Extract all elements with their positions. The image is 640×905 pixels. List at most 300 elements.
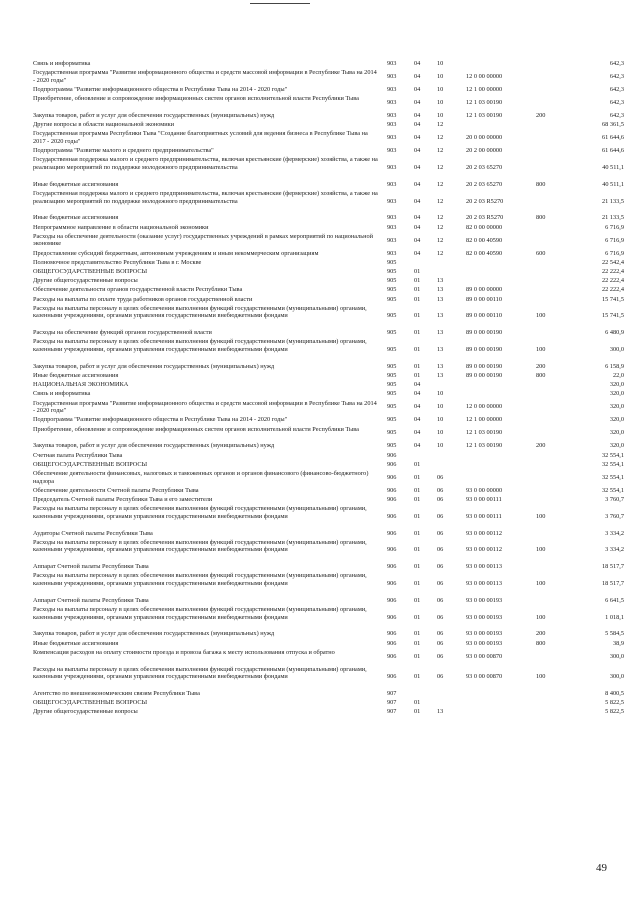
table-row bbox=[0, 60, 640, 68]
row-target-article: 93 0 00 00193 bbox=[466, 639, 503, 647]
row-subsection: 13 bbox=[437, 312, 444, 320]
row-ved: 903 bbox=[387, 112, 397, 119]
row-name: ОБЩЕГОСУДАРСТВЕННЫЕ ВОПРОСЫ bbox=[33, 699, 148, 707]
row-ved: 906 bbox=[387, 451, 397, 459]
row-target-article: 93 0 00 00113 bbox=[466, 579, 502, 587]
row-ved: 905 bbox=[387, 372, 397, 379]
row-amount: 15 741,5 bbox=[601, 312, 624, 320]
row-ved: 906 bbox=[387, 529, 397, 537]
row-section: 04 bbox=[414, 442, 421, 450]
row-section: 04 bbox=[414, 249, 421, 257]
row-subsection: 10 bbox=[437, 86, 444, 93]
row-section: 01 bbox=[414, 345, 421, 353]
row-subsection: 12 bbox=[437, 197, 444, 205]
row-subsection: 10 bbox=[437, 98, 444, 106]
table-row bbox=[0, 329, 640, 337]
row-section: 04 bbox=[414, 60, 421, 67]
row-amount: 32 554,1 bbox=[601, 460, 624, 468]
row-ved: 906 bbox=[387, 496, 397, 503]
row-amount: 300,0 bbox=[609, 673, 624, 681]
row-name: Расходы на обеспечение деятельности (оказание услуг) государственных учреждений в рамках мероприятий по национальной экономике bbox=[33, 232, 373, 248]
row-target-article: 93 0 00 00193 bbox=[466, 630, 503, 638]
row-subsection: 06 bbox=[437, 596, 444, 604]
row-name: Аудиторы Счетной палаты Республики Тыва bbox=[33, 529, 153, 537]
row-subsection: 06 bbox=[437, 579, 444, 587]
row-target-article: 12 1 03 00190 bbox=[466, 98, 503, 106]
row-name: Закупка товаров, работ и услуг для обеспечения государственных (муниципальных) нужд bbox=[33, 362, 275, 370]
row-subsection: 12 bbox=[437, 163, 444, 171]
row-section: 01 bbox=[414, 673, 421, 681]
row-name: Государственная программа Республики Тыва "Создание благоприятных условий для ведения бизнеса в Республике Тыва на 2017 - 2020 годы" bbox=[33, 130, 368, 145]
row-subsection: 13 bbox=[437, 286, 444, 294]
row-amount: 642,3 bbox=[609, 98, 624, 106]
row-amount: 22 222,4 bbox=[601, 268, 624, 275]
row-amount: 300,0 bbox=[609, 345, 624, 353]
row-subsection: 06 bbox=[437, 496, 444, 503]
scan-mark bbox=[250, 3, 310, 4]
row-section: 04 bbox=[414, 381, 421, 389]
row-name: Расходы на обеспечение функций органов государственной власти bbox=[33, 329, 212, 337]
row-amount: 22 542,4 bbox=[601, 258, 624, 266]
row-section: 01 bbox=[414, 268, 421, 275]
row-ved: 907 bbox=[387, 708, 397, 716]
row-subsection: 12 bbox=[437, 134, 444, 142]
row-name: Иные бюджетные ассигнования bbox=[33, 214, 119, 222]
row-section: 01 bbox=[414, 579, 421, 587]
row-expense-type: 800 bbox=[536, 214, 546, 222]
row-subsection: 10 bbox=[437, 416, 444, 424]
row-name: ОБЩЕГОСУДАРСТВЕННЫЕ ВОПРОСЫ bbox=[33, 268, 148, 275]
row-target-article: 20 2 03 65270 bbox=[466, 180, 503, 188]
row-subsection: 12 bbox=[437, 147, 444, 155]
table-row bbox=[0, 305, 640, 328]
row-amount: 6 158,9 bbox=[605, 362, 624, 370]
row-section: 01 bbox=[414, 329, 421, 337]
row-amount: 642,3 bbox=[609, 60, 624, 67]
row-subsection: 13 bbox=[437, 329, 444, 337]
row-amount: 61 644,6 bbox=[601, 134, 624, 142]
row-ved: 906 bbox=[387, 546, 397, 554]
table-row bbox=[0, 268, 640, 276]
row-name: Агентство по внешнеэкономическим связям Республики Тыва bbox=[33, 690, 200, 697]
row-subsection: 10 bbox=[437, 390, 444, 398]
row-subsection: 12 bbox=[437, 214, 444, 222]
row-amount: 320,0 bbox=[609, 442, 624, 450]
row-subsection: 10 bbox=[437, 72, 444, 80]
row-subsection: 13 bbox=[437, 295, 444, 303]
table-row bbox=[0, 505, 640, 528]
row-ved: 905 bbox=[387, 258, 397, 266]
row-ved: 906 bbox=[387, 512, 397, 520]
row-subsection: 06 bbox=[437, 563, 444, 571]
table-row bbox=[0, 640, 640, 648]
row-section: 04 bbox=[414, 403, 421, 411]
page-number: 49 bbox=[596, 862, 607, 874]
row-ved: 906 bbox=[387, 596, 397, 604]
row-subsection: 06 bbox=[437, 473, 444, 481]
row-amount: 38,9 bbox=[612, 639, 624, 647]
row-ved: 906 bbox=[387, 613, 397, 621]
row-section: 04 bbox=[414, 112, 421, 119]
row-amount: 5 584,5 bbox=[605, 630, 624, 638]
row-subsection: 06 bbox=[437, 546, 444, 554]
table-row bbox=[0, 69, 640, 84]
table-row bbox=[0, 338, 640, 361]
table-row bbox=[0, 95, 640, 110]
row-target-article: 93 0 00 00870 bbox=[466, 673, 503, 681]
row-name: Другие вопросы в области национальной экономики bbox=[33, 121, 175, 129]
table-row bbox=[0, 121, 640, 129]
row-ved: 906 bbox=[387, 639, 397, 647]
row-section: 04 bbox=[414, 236, 421, 244]
row-expense-type: 200 bbox=[536, 630, 546, 638]
row-section: 01 bbox=[414, 473, 421, 481]
row-expense-type: 100 bbox=[536, 512, 546, 520]
table-row bbox=[0, 259, 640, 267]
row-ved: 905 bbox=[387, 442, 397, 450]
row-section: 01 bbox=[414, 295, 421, 303]
row-section: 01 bbox=[414, 639, 421, 647]
row-section: 01 bbox=[414, 286, 421, 294]
row-subsection: 12 bbox=[437, 121, 444, 129]
row-subsection: 10 bbox=[437, 442, 444, 450]
row-expense-type: 100 bbox=[536, 613, 546, 621]
row-section: 01 bbox=[414, 546, 421, 554]
table-row bbox=[0, 86, 640, 94]
row-name: Компенсация расходов на оплату стоимости проезда и провоза багажа к месту использования отпуска и обратно bbox=[33, 648, 335, 656]
row-subsection: 13 bbox=[437, 708, 444, 716]
table-row bbox=[0, 539, 640, 562]
row-amount: 320,0 bbox=[609, 390, 624, 398]
table-row bbox=[0, 286, 640, 294]
row-section: 04 bbox=[414, 121, 421, 129]
table-row bbox=[0, 442, 640, 450]
row-ved: 905 bbox=[387, 268, 397, 275]
row-amount: 642,3 bbox=[609, 112, 624, 119]
table-row bbox=[0, 181, 640, 189]
row-section: 01 bbox=[414, 312, 421, 320]
row-amount: 320,0 bbox=[609, 416, 624, 424]
row-amount: 32 554,1 bbox=[601, 473, 624, 481]
row-name: Расходы на выплаты персоналу в целях обеспечения выполнения функций государственными (муниципальными) органами, казенными учреждениями, органами управления государственными внебюджетными фондами bbox=[33, 572, 367, 587]
row-target-article: 89 0 00 00190 bbox=[466, 362, 503, 370]
table-row bbox=[0, 649, 640, 664]
row-section: 01 bbox=[414, 699, 421, 707]
row-ved: 905 bbox=[387, 381, 397, 389]
row-amount: 642,3 bbox=[609, 72, 624, 80]
row-amount: 22,0 bbox=[612, 372, 624, 379]
row-name: Закупка товаров, работ и услуг для обеспечения государственных (муниципальных) нужд bbox=[33, 442, 275, 450]
row-expense-type: 200 bbox=[536, 362, 546, 370]
row-subsection: 06 bbox=[437, 673, 444, 681]
row-target-article: 93 0 00 00112 bbox=[466, 546, 502, 554]
row-target-article: 82 0 00 40590 bbox=[466, 236, 503, 244]
row-target-article: 20 2 00 00000 bbox=[466, 147, 503, 155]
row-amount: 8 400,5 bbox=[605, 690, 624, 697]
row-expense-type: 100 bbox=[536, 345, 546, 353]
row-subsection: 13 bbox=[437, 372, 444, 379]
row-section: 04 bbox=[414, 390, 421, 398]
row-ved: 906 bbox=[387, 579, 397, 587]
row-subsection: 13 bbox=[437, 277, 444, 285]
row-name: Приобретение, обновление и сопровождение информационных систем органов исполнительной власти Республики Тыва bbox=[33, 425, 359, 433]
row-expense-type: 200 bbox=[536, 112, 546, 119]
row-target-article: 20 0 00 00000 bbox=[466, 134, 503, 142]
row-ved: 906 bbox=[387, 652, 397, 660]
row-ved: 903 bbox=[387, 121, 397, 129]
row-name: Связь и информатика bbox=[33, 390, 91, 398]
row-ved: 905 bbox=[387, 403, 397, 411]
row-section: 01 bbox=[414, 512, 421, 520]
row-ved: 903 bbox=[387, 214, 397, 222]
row-section: 04 bbox=[414, 429, 421, 437]
row-section: 01 bbox=[414, 563, 421, 571]
row-name: Расходы на выплаты персоналу в целях обеспечения выполнения функций государственными (муниципальными) органами, казенными учреждениями, органами управления государственными внебюджетными фондами bbox=[33, 538, 367, 554]
row-section: 01 bbox=[414, 630, 421, 638]
row-amount: 320,0 bbox=[609, 403, 624, 411]
row-target-article: 82 0 00 00000 bbox=[466, 223, 503, 231]
row-amount: 6 716,9 bbox=[605, 249, 624, 257]
row-ved: 905 bbox=[387, 362, 397, 370]
table-row bbox=[0, 400, 640, 415]
row-ved: 903 bbox=[387, 60, 397, 67]
row-name: Непрограммное направление в области национальной экономики bbox=[33, 223, 209, 231]
table-row bbox=[0, 250, 640, 258]
table-row bbox=[0, 214, 640, 222]
row-subsection: 12 bbox=[437, 236, 444, 244]
row-ved: 903 bbox=[387, 249, 397, 257]
row-amount: 5 822,5 bbox=[605, 699, 624, 707]
row-target-article: 89 0 00 00000 bbox=[466, 286, 503, 294]
row-name: Государственная программа "Развитие информационного общества и средств массовой информации в Республике Тыва на 2014 - 2020 годы" bbox=[33, 399, 377, 415]
row-name: Другие общегосударственные вопросы bbox=[33, 277, 138, 285]
row-subsection: 06 bbox=[437, 486, 444, 494]
row-ved: 905 bbox=[387, 390, 397, 398]
row-section: 01 bbox=[414, 460, 421, 468]
row-amount: 6 716,9 bbox=[605, 236, 624, 244]
row-subsection: 13 bbox=[437, 362, 444, 370]
row-subsection: 06 bbox=[437, 630, 444, 638]
row-amount: 3 760,7 bbox=[605, 512, 624, 520]
row-name: Государственная программа "Развитие информационного общества и средств массовой информации в Республике Тыва на 2014 - 2020 годы" bbox=[33, 69, 377, 84]
row-name: Предоставление субсидий бюджетным, автономным учреждениям и иным некоммерческим организациям bbox=[33, 249, 319, 257]
row-name: Расходы на выплаты персоналу в целях обеспечения выполнения функций государственными (муниципальными) органами, казенными учреждениями, органами управления государственными внебюджетными фондами bbox=[33, 505, 367, 520]
row-expense-type: 100 bbox=[536, 546, 546, 554]
row-subsection: 12 bbox=[437, 249, 444, 257]
table-row bbox=[0, 690, 640, 698]
table-row bbox=[0, 563, 640, 571]
row-name: Расходы на выплаты по оплате труда работников органов государственной власти bbox=[33, 295, 253, 303]
table-row bbox=[0, 572, 640, 595]
row-ved: 905 bbox=[387, 277, 397, 285]
row-ved: 903 bbox=[387, 147, 397, 155]
row-target-article: 12 1 03 00190 bbox=[466, 442, 503, 450]
row-amount: 3 334,2 bbox=[605, 546, 624, 554]
row-amount: 6 716,9 bbox=[605, 223, 624, 231]
row-section: 01 bbox=[414, 362, 421, 370]
row-subsection: 13 bbox=[437, 345, 444, 353]
row-amount: 61 644,6 bbox=[601, 147, 624, 155]
row-subsection: 10 bbox=[437, 112, 444, 119]
table-row bbox=[0, 224, 640, 232]
row-name: Обеспечение деятельности Счетной палаты Республики Тыва bbox=[33, 486, 199, 494]
row-amount: 21 133,5 bbox=[601, 214, 624, 222]
table-row bbox=[0, 363, 640, 371]
row-target-article: 12 1 03 00190 bbox=[466, 429, 503, 437]
row-name: Счетная палата Республики Тыва bbox=[33, 451, 123, 459]
row-ved: 903 bbox=[387, 72, 397, 80]
table-row bbox=[0, 372, 640, 380]
row-section: 01 bbox=[414, 596, 421, 604]
row-expense-type: 200 bbox=[536, 442, 546, 450]
row-subsection: 12 bbox=[437, 180, 444, 188]
table-row bbox=[0, 381, 640, 389]
row-target-article: 93 0 00 00193 bbox=[466, 613, 503, 621]
row-name: НАЦИОНАЛЬНАЯ ЭКОНОМИКА bbox=[33, 381, 129, 389]
row-name: Государственная поддержка малого и среднего предпринимательства, включая крестьянские (фермерские) хозяйства, а также на реализацию мероприятий по поддержке молодежного предпринимательства bbox=[33, 156, 378, 171]
row-name: ОБЩЕГОСУДАРСТВЕННЫЕ ВОПРОСЫ bbox=[33, 460, 148, 468]
row-name: Расходы на выплаты персоналу в целях обеспечения выполнения функций государственными (муниципальными) органами, казенными учреждениями, органами управления государственными внебюджетными фондами bbox=[33, 304, 367, 320]
row-target-article: 12 0 00 00000 bbox=[466, 72, 503, 80]
table-row bbox=[0, 452, 640, 460]
row-section: 04 bbox=[414, 416, 421, 424]
row-section: 01 bbox=[414, 486, 421, 494]
row-section: 01 bbox=[414, 372, 421, 379]
row-subsection: 10 bbox=[437, 60, 444, 67]
row-subsection: 06 bbox=[437, 613, 444, 621]
row-amount: 320,0 bbox=[609, 381, 624, 389]
row-amount: 32 554,1 bbox=[601, 451, 624, 459]
table-row bbox=[0, 708, 640, 716]
row-target-article: 89 0 00 00110 bbox=[466, 312, 502, 320]
row-amount: 40 511,1 bbox=[602, 163, 624, 171]
row-amount: 320,0 bbox=[609, 429, 624, 437]
row-name: Председатель Счетной палаты Республики Тыва и его заместители bbox=[33, 496, 213, 503]
row-ved: 906 bbox=[387, 473, 397, 481]
row-expense-type: 800 bbox=[536, 180, 546, 188]
row-name: Иные бюджетные ассигнования bbox=[33, 180, 119, 188]
row-name: Иные бюджетные ассигнования bbox=[33, 372, 119, 379]
row-ved: 906 bbox=[387, 630, 397, 638]
row-name: Приобретение, обновление и сопровождение информационных систем органов исполнительной власти Республики Тыва bbox=[33, 95, 359, 103]
row-target-article: 12 0 00 00000 bbox=[466, 403, 503, 411]
row-ved: 903 bbox=[387, 236, 397, 244]
table-row bbox=[0, 461, 640, 469]
table-row bbox=[0, 190, 640, 213]
row-target-article: 82 0 00 40590 bbox=[466, 249, 503, 257]
row-target-article: 20 2 03 R5270 bbox=[466, 214, 504, 222]
row-expense-type: 800 bbox=[536, 372, 546, 379]
row-target-article: 93 0 00 00193 bbox=[466, 596, 503, 604]
row-subsection: 06 bbox=[437, 652, 444, 660]
row-ved: 903 bbox=[387, 134, 397, 142]
row-subsection: 12 bbox=[437, 223, 444, 231]
table-row bbox=[0, 112, 640, 120]
row-target-article: 12 1 03 00190 bbox=[466, 112, 503, 119]
row-section: 04 bbox=[414, 72, 421, 80]
row-ved: 906 bbox=[387, 460, 397, 468]
row-ved: 907 bbox=[387, 699, 397, 707]
table-row bbox=[0, 606, 640, 629]
row-ved: 907 bbox=[387, 690, 397, 697]
table-row bbox=[0, 699, 640, 707]
row-target-article: 93 0 00 00870 bbox=[466, 652, 503, 660]
row-name: Обеспечение деятельности органов государственной власти Республики Тыва bbox=[33, 286, 243, 294]
row-section: 01 bbox=[414, 277, 421, 285]
row-target-article: 93 0 00 00113 bbox=[466, 563, 502, 571]
row-section: 01 bbox=[414, 708, 421, 716]
table-row bbox=[0, 156, 640, 179]
row-target-article: 20 2 03 65270 bbox=[466, 163, 503, 171]
row-section: 01 bbox=[414, 496, 421, 503]
row-name: Закупка товаров, работ и услуг для обеспечения государственных (муниципальных) нужд bbox=[33, 630, 275, 638]
row-subsection: 10 bbox=[437, 403, 444, 411]
table-row bbox=[0, 426, 640, 441]
row-ved: 903 bbox=[387, 163, 397, 171]
row-target-article: 20 2 03 R5270 bbox=[466, 197, 504, 205]
row-section: 04 bbox=[414, 98, 421, 106]
row-target-article: 12 1 00 00000 bbox=[466, 416, 503, 424]
row-section: 01 bbox=[414, 529, 421, 537]
row-ved: 905 bbox=[387, 416, 397, 424]
row-amount: 21 133,5 bbox=[601, 197, 624, 205]
row-ved: 903 bbox=[387, 197, 397, 205]
row-ved: 906 bbox=[387, 486, 397, 494]
row-ved: 905 bbox=[387, 345, 397, 353]
row-section: 04 bbox=[414, 180, 421, 188]
row-subsection: 06 bbox=[437, 639, 444, 647]
row-ved: 905 bbox=[387, 312, 397, 320]
row-target-article: 93 0 00 00000 bbox=[466, 486, 503, 494]
row-ved: 905 bbox=[387, 295, 397, 303]
row-name: Подпрограмма "Развитие малого и среднего предпринимательства" bbox=[33, 147, 214, 155]
row-amount: 18 517,7 bbox=[601, 563, 624, 571]
row-section: 01 bbox=[414, 613, 421, 621]
table-row bbox=[0, 630, 640, 638]
row-subsection: 10 bbox=[437, 429, 444, 437]
table-row bbox=[0, 296, 640, 304]
row-section: 04 bbox=[414, 147, 421, 155]
row-ved: 906 bbox=[387, 673, 397, 681]
row-target-article: 93 0 00 00112 bbox=[466, 529, 502, 537]
row-name: Закупка товаров, работ и услуг для обеспечения государственных (муниципальных) нужд bbox=[33, 112, 275, 119]
row-target-article: 89 0 00 00190 bbox=[466, 329, 503, 337]
row-name: Аппарат Счетной палаты Республики Тыва bbox=[33, 596, 149, 604]
row-subsection: 06 bbox=[437, 512, 444, 520]
row-target-article: 89 0 00 00190 bbox=[466, 372, 503, 379]
table-row bbox=[0, 496, 640, 504]
row-section: 04 bbox=[414, 134, 421, 142]
row-name: Подпрограмма "Развитие информационного общества в Республике Тыва на 2014 - 2020 годы" bbox=[33, 416, 288, 424]
row-ved: 906 bbox=[387, 563, 397, 571]
row-name: Подпрограмма "Развитие информационного общества в Республике Тыва на 2014 - 2020 годы" bbox=[33, 86, 288, 93]
table-row bbox=[0, 470, 640, 485]
table-row bbox=[0, 597, 640, 605]
row-name: Расходы на выплаты персоналу в целях обеспечения выполнения функций государственными (муниципальными) органами, казенными учреждениями, органами управления государственными внебюджетными фондами bbox=[33, 606, 367, 621]
row-section: 04 bbox=[414, 86, 421, 93]
table-row bbox=[0, 487, 640, 495]
row-amount: 18 517,7 bbox=[601, 579, 624, 587]
row-name: Обеспечение деятельности финансовых, налоговых и таможенных органов и органов финансового (финансово-бюджетного) надзора bbox=[33, 470, 369, 485]
row-amount: 15 741,5 bbox=[601, 295, 624, 303]
row-section: 01 bbox=[414, 652, 421, 660]
table-row bbox=[0, 390, 640, 398]
row-amount: 1 018,1 bbox=[605, 613, 624, 621]
row-amount: 68 361,5 bbox=[601, 121, 624, 129]
row-name: Другие общегосударственные вопросы bbox=[33, 708, 138, 716]
row-section: 04 bbox=[414, 163, 421, 171]
row-amount: 3 334,2 bbox=[605, 529, 624, 537]
